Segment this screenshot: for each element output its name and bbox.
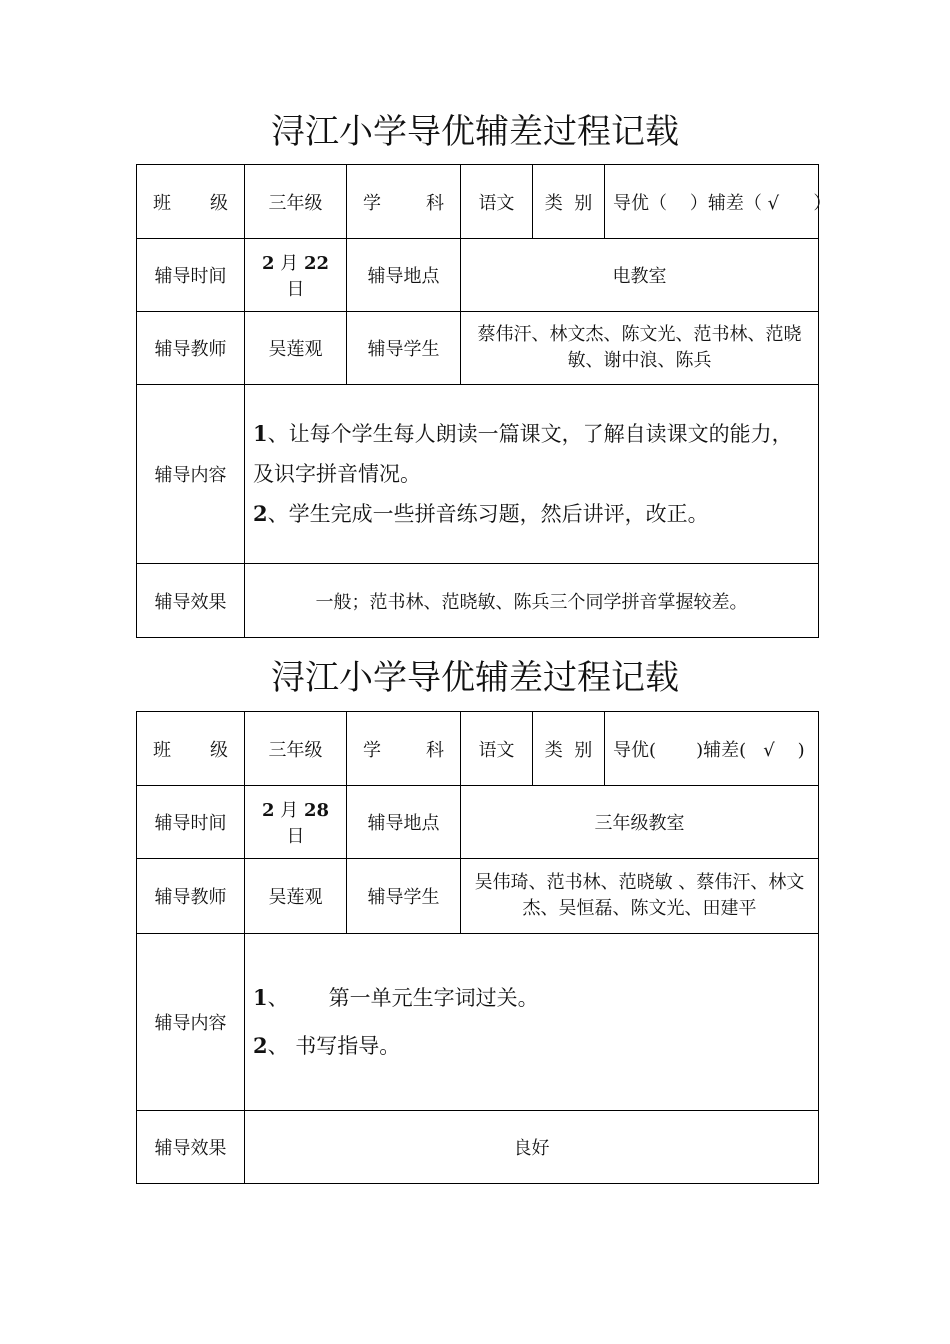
time-label: 辅导时间 — [137, 786, 245, 859]
type-label: 类 别 — [533, 165, 605, 239]
content-label: 辅导内容 — [137, 934, 245, 1111]
subject-label: 学 科 — [347, 712, 461, 786]
effect-label: 辅导效果 — [137, 1111, 245, 1184]
type-label: 类 别 — [533, 712, 605, 786]
time-value: 2 月 22 日 — [245, 239, 347, 312]
time-value: 2 月 28 日 — [245, 786, 347, 859]
class-value: 三年级 — [245, 712, 347, 786]
class-value: 三年级 — [245, 165, 347, 239]
content-item: 2、学生完成一些拼音练习题，然后讲评，改正。 — [253, 501, 709, 526]
place-label: 辅导地点 — [347, 239, 461, 312]
subject-value: 语文 — [461, 165, 533, 239]
record-table — [136, 164, 832, 638]
content-value — [245, 934, 819, 1111]
students-value: 吴伟琦、范书林、范晓敏 、蔡伟汗、林文杰、吴恒磊、陈文光、田建平 — [461, 859, 819, 934]
type-value: 导优( )辅差( √ ) — [605, 712, 819, 786]
teacher-value: 吴莲观 — [245, 859, 347, 934]
content-label: 辅导内容 — [137, 385, 245, 564]
content-item: 1、 第一单元生字词过关。 — [253, 985, 539, 1010]
effect-label: 辅导效果 — [137, 564, 245, 638]
effect-value: 良好 — [245, 1111, 819, 1184]
teacher-value: 吴莲观 — [245, 312, 347, 385]
class-label: 班 级 — [137, 712, 245, 786]
place-value: 电教室 — [461, 239, 819, 312]
type-value: 导优（ ）辅差（ √ ） — [605, 165, 819, 239]
place-label: 辅导地点 — [347, 786, 461, 859]
content-value — [245, 385, 819, 564]
subject-value: 语文 — [461, 712, 533, 786]
content-item: 2、 书写指导。 — [253, 1033, 401, 1058]
record-table — [136, 711, 819, 1184]
subject-label: 学 科 — [347, 165, 461, 239]
effect-value: 一般；范书林、范晓敏、陈兵三个同学拼音掌握较差。 — [245, 564, 819, 638]
teacher-label: 辅导教师 — [137, 312, 245, 385]
students-label: 辅导学生 — [347, 859, 461, 934]
students-value: 蔡伟汗、林文杰、陈文光、范书林、范晓敏、谢中浪、陈兵 — [461, 312, 819, 385]
teacher-label: 辅导教师 — [137, 859, 245, 934]
record-title: 浔江小学导优辅差过程记载 — [271, 112, 679, 152]
class-label: 班 级 — [137, 165, 245, 239]
place-value: 三年级教室 — [461, 786, 819, 859]
record-title: 浔江小学导优辅差过程记载 — [271, 658, 679, 698]
students-label: 辅导学生 — [347, 312, 461, 385]
content-item: 1、让每个学生每人朗读一篇课文，了解自读课文的能力，及识字拼音情况。 — [253, 421, 793, 486]
time-label: 辅导时间 — [137, 239, 245, 312]
